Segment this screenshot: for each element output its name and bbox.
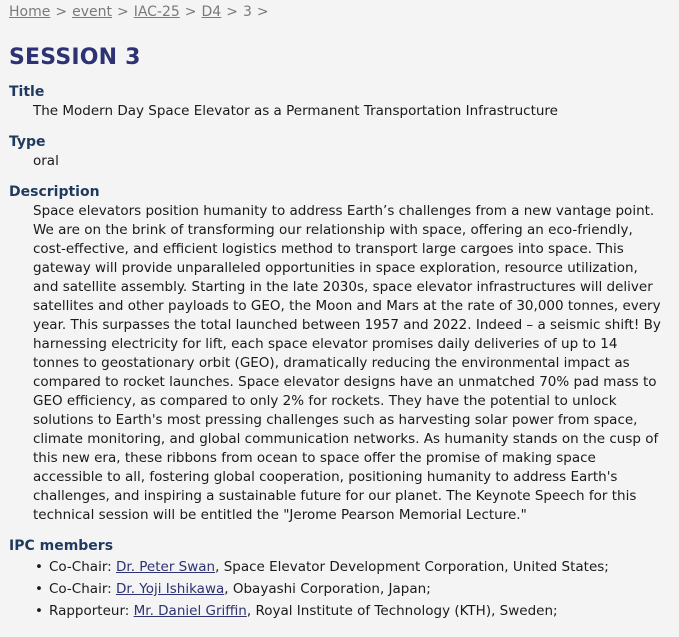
breadcrumb [9, 0, 679, 24]
ipc-member-affiliation: , Royal Institute of Technology (KTH), Sweden; [246, 603, 558, 619]
breadcrumb-separator: > [226, 4, 238, 20]
type-value: oral [33, 153, 59, 169]
title-label: Title [9, 84, 45, 100]
breadcrumb-d4-link[interactable]: D4 [201, 4, 222, 20]
ipc-member-item [35, 600, 679, 622]
breadcrumb-current: 3 [242, 4, 252, 20]
description-text: Space elevators position humanity to address Earth’s challenges from a new vantage point. We are on the brink of transforming our relationship with space, offering an eco-friendly, cost-effective, and efficient logistics method to transport large cargoes into space. This gateway will provide unparalleled opportunities in space exploration, resource utilization, and satellite assembly. Starting in the late 2030s, space elevator infrastructures will deliver satellites and other payloads to GEO, the Moon and Mars at the rate of 30,000 tonnes, every year. This surpasses the total launched between 1957 and 2022. Indeed – a seismic shift! By harnessing electricity for lift, each space elevator promises daily deliveries of up to 14 tonnes to geostationary orbit (GEO), dramatically reducing the environmental impact as compared to rocket launches. Space elevator designs have an unmatched 70% pad mass to GEO efficiency, as compared to only 2% for rockets. They have the potential to unlock solutions to Earth's most pressing challenges such as harvesting solar power from space, climate monitoring, and global communication networks. As humanity stands on the cusp of this new era, these ribbons from ocean to space offer the promise of making space accessible to all, fostering global cooperation, positioning humanity to address Earth's challenges, and inspiring a sustainable future for our planet. The Keynote Speech for this technical session will be entitled the "Jerome Pearson Memorial Lecture." [33, 203, 661, 523]
description-section [9, 183, 679, 525]
session-title-value: The Modern Day Space Elevator as a Permanent Transportation Infrastructure [33, 103, 558, 119]
breadcrumb-event-link[interactable]: event [72, 4, 112, 20]
ipc-member-role: Rapporteur: [49, 603, 130, 619]
ipc-member-role: Co-Chair: [49, 581, 112, 597]
title-section [9, 83, 679, 121]
ipc-member-name-link[interactable]: Dr. Yoji Ishikawa [115, 581, 225, 597]
bullet-icon: • [35, 603, 43, 619]
breadcrumb-separator: > [116, 4, 129, 20]
type-label: Type [9, 134, 46, 150]
ipc-member-role: Co-Chair: [49, 559, 112, 575]
ipc-member-item [35, 578, 679, 600]
breadcrumb-separator: > [55, 4, 68, 20]
breadcrumb-separator: > [184, 4, 197, 20]
breadcrumb-iac25-link[interactable]: IAC-25 [133, 4, 180, 20]
ipc-member-name-link[interactable]: Mr. Daniel Griffin [133, 603, 247, 619]
ipc-member-affiliation: , Space Elevator Development Corporation, United States; [215, 559, 609, 575]
description-label: Description [9, 184, 100, 200]
breadcrumb-trailing-separator: > [256, 4, 269, 20]
ipc-member-name-link[interactable]: Dr. Peter Swan [115, 559, 216, 575]
ipc-member-affiliation: , Obayashi Corporation, Japan; [224, 581, 431, 597]
page-title: SESSION 3 [9, 45, 141, 70]
bullet-icon: • [35, 581, 43, 597]
ipc-section [9, 537, 679, 622]
bullet-icon: • [35, 559, 43, 575]
type-section [9, 133, 679, 171]
breadcrumb-home-link[interactable]: Home [9, 4, 51, 20]
ipc-label: IPC members [9, 538, 114, 554]
ipc-members-list [9, 556, 679, 622]
ipc-member-item [35, 556, 679, 578]
